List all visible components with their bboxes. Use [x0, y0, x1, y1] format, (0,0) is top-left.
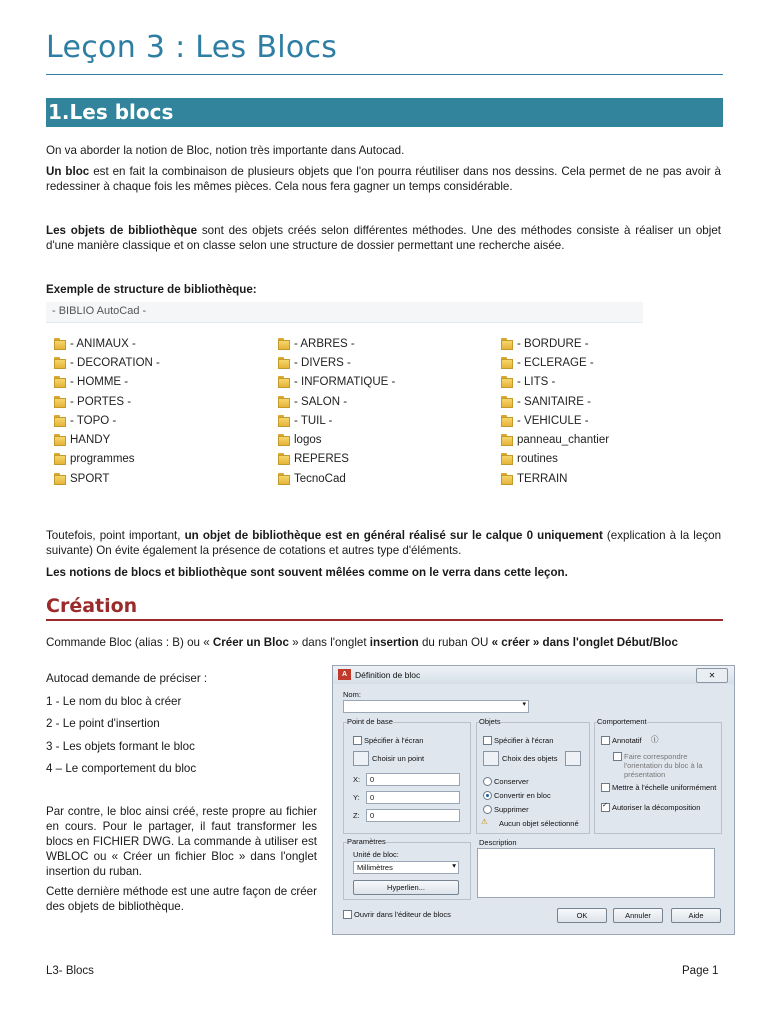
objects-label: Objets [479, 717, 501, 726]
chevron-down-icon: ▾ [522, 701, 526, 708]
library-folder-label: - PORTES - [70, 395, 132, 408]
specify-screen-checkbox-2[interactable] [483, 736, 492, 745]
paragraph-bloc [46, 164, 721, 194]
close-button[interactable]: ✕ [696, 668, 728, 683]
step-3: 3 - Les objets formant le bloc [46, 740, 195, 753]
delete-radio[interactable] [483, 805, 492, 814]
folder-icon [278, 434, 291, 446]
folder-icon [54, 453, 67, 465]
select-objects-label: Choix des objets [502, 754, 558, 763]
library-folder-label: TecnoCad [294, 472, 346, 485]
folder-icon [54, 357, 67, 369]
library-folder-label: programmes [70, 453, 135, 466]
folder-icon [501, 376, 514, 388]
warning-icon: ⚠ [481, 817, 488, 826]
library-folder-label: - ANIMAUX - [70, 337, 136, 350]
library-header-label: - BIBLIO AutoCad - [52, 305, 147, 317]
keep-label: Conserver [494, 777, 529, 786]
library-folder-item[interactable] [278, 469, 395, 488]
x-input[interactable] [366, 773, 460, 786]
z-label: Z: [353, 811, 360, 820]
folder-icon [54, 415, 67, 427]
library-folder-item[interactable] [501, 450, 609, 469]
cancel-button[interactable]: Annuler [613, 908, 663, 923]
pick-point-label: Choisir un point [372, 754, 425, 763]
x-label: X: [353, 775, 361, 784]
bold-term-library: Les objets de bibliothèque [46, 224, 198, 237]
important-lead: Toutefois, point important, [46, 529, 185, 542]
title-rule [46, 74, 723, 75]
library-folder-label: - TOPO - [70, 414, 117, 427]
library-folder-item[interactable] [501, 334, 609, 353]
library-folder-label: - ARBRES - [294, 337, 355, 350]
library-folder-item[interactable] [501, 469, 609, 488]
library-folder-label: - HOMME - [70, 376, 129, 389]
bold-term-bloc: Un bloc [46, 165, 90, 178]
base-point-label: Point de base [347, 717, 393, 726]
library-folder-item[interactable] [54, 411, 160, 430]
library-folder-item[interactable] [54, 450, 160, 469]
library-folder-label: - LITS - [517, 376, 556, 389]
footer-page-number: Page 1 [682, 965, 719, 977]
library-folder-label: - ECLERAGE - [517, 356, 594, 369]
folder-icon [54, 473, 67, 485]
paragraph-library-text: sont des objets créés selon différentes méthodes. Une des méthodes consiste à réaliser un objet d'une manière classique et on classe selon une structure de dossier permettant une recherche aisée. [46, 224, 721, 252]
library-folder-label: SPORT [70, 472, 110, 485]
folder-icon [278, 453, 291, 465]
page-title: Leçon 3 : Les Blocs [46, 30, 338, 65]
paragraph-notions: Les notions de blocs et bibliothèque sont souvent mêlées comme on le verra dans cette leçon. [46, 566, 568, 579]
folder-icon [501, 357, 514, 369]
paragraph-library [46, 223, 721, 253]
library-folder-item[interactable] [501, 411, 609, 430]
library-folder-item[interactable] [501, 392, 609, 411]
library-folder-label: - DIVERS - [294, 356, 351, 369]
folder-icon [54, 396, 67, 408]
allow-explode-checkbox[interactable] [601, 803, 610, 812]
footer-left: L3- Blocs [46, 965, 94, 977]
library-folder-label: panneau_chantier [517, 434, 610, 447]
library-folder-label: - TUIL - [294, 414, 333, 427]
library-folder-label: - SANITAIRE - [517, 395, 591, 408]
name-combobox[interactable] [343, 700, 529, 713]
unit-label: Unité de bloc: [353, 850, 399, 859]
allow-explode-label: Autoriser la décomposition [612, 803, 701, 812]
cmd-bold-create: Créer un Bloc [212, 636, 289, 649]
folder-icon [54, 376, 67, 388]
folder-icon [501, 396, 514, 408]
section-heading-bar [46, 98, 723, 127]
library-folder-item[interactable] [54, 334, 160, 353]
convert-radio[interactable] [483, 791, 492, 800]
quick-select-button[interactable] [565, 751, 581, 766]
scale-uniform-checkbox[interactable] [601, 783, 610, 792]
select-objects-button[interactable] [483, 751, 499, 766]
unit-select[interactable] [353, 861, 459, 874]
match-orientation-label: Faire correspondre l'orientation du bloc à la présentation [624, 752, 703, 779]
cmd-part-c: » dans l'onglet [288, 636, 370, 649]
library-folder-item[interactable] [278, 430, 395, 449]
folder-icon [501, 338, 514, 350]
open-editor-label: Ouvrir dans l'éditeur de blocs [354, 910, 451, 919]
chevron-down-icon: ▾ [452, 861, 456, 870]
paragraph-intro: On va aborder la notion de Bloc, notion très importante dans Autocad. [46, 144, 405, 157]
y-label: Y: [353, 793, 360, 802]
folder-icon [501, 453, 514, 465]
cmd-bold-insertion: insertion [369, 636, 419, 649]
paragraph-method: Cette dernière méthode est une autre façon de créer des objets de bibliothèque. [46, 885, 317, 913]
library-folder-label: REPERES [294, 453, 349, 466]
section-heading-1: 1.Les blocs [48, 100, 174, 124]
library-folder-item[interactable] [54, 373, 160, 392]
cmd-bold-debut: « créer » dans l'onglet Début/Bloc [491, 636, 678, 649]
library-folder-item[interactable] [54, 353, 160, 372]
library-folder-item[interactable] [54, 430, 160, 449]
unit-value: Millimètres [357, 863, 393, 872]
folder-icon [278, 338, 291, 350]
help-button[interactable]: Aide [671, 908, 721, 923]
paragraph-bloc-text: est en fait la combinaison de plusieurs objets que l'on pourra réutiliser dans nos dessins. Cela permet de ne pas avoir à redessiner à chaque fois les mêmes pièces. Cela nous fera gagner un temps considérable. [46, 165, 721, 193]
library-folder-item[interactable] [278, 353, 395, 372]
library-folder-label: routines [517, 453, 558, 466]
specify-screen-label-2: Spécifier à l'écran [494, 736, 554, 745]
library-folder-item[interactable] [501, 353, 609, 372]
z-value: 0 [370, 811, 375, 820]
delete-label: Supprimer [494, 805, 529, 814]
dialog-title: Définition de bloc [355, 670, 421, 680]
library-folder-label: - INFORMATIQUE - [294, 376, 396, 389]
library-folder-item[interactable] [278, 373, 395, 392]
important-tail: (explication à la leçon suivante) On évite également la présence de cotations et autres type d'éléments. [46, 529, 722, 557]
folder-icon [501, 415, 514, 427]
annotative-checkbox[interactable] [601, 736, 610, 745]
library-folder-label: - SALON - [294, 395, 348, 408]
convert-label: Convertir en bloc [494, 791, 551, 800]
step-4: 4 – Le comportement du bloc [46, 762, 197, 775]
library-folder-item[interactable] [54, 469, 160, 488]
keep-radio[interactable] [483, 777, 492, 786]
library-folder-label: HANDY [70, 434, 111, 447]
library-column-3 [501, 334, 609, 488]
dialog-titlebar [333, 666, 734, 684]
library-column-2 [278, 334, 395, 488]
library-folder-label: - VEHICULE - [517, 414, 589, 427]
match-orientation-checkbox[interactable] [613, 752, 622, 761]
section-heading-creation: Création [46, 595, 138, 617]
library-folder-label: logos [294, 434, 322, 447]
important-bold: un objet de bibliothèque est en général réalisé sur le calque 0 uniquement [184, 529, 603, 542]
library-folder-item[interactable] [278, 411, 395, 430]
paragraph-important [46, 528, 721, 558]
cmd-part-a: Commande Bloc (alias : B) ou « [46, 636, 213, 649]
step-2: 2 - Le point d'insertion [46, 717, 160, 730]
folder-icon [278, 376, 291, 388]
library-folder-item[interactable] [278, 392, 395, 411]
folder-icon [278, 396, 291, 408]
creation-rule [46, 619, 723, 621]
none-selected-label: Aucun objet sélectionné [499, 819, 579, 828]
x-value: 0 [370, 775, 375, 784]
description-textarea[interactable] [477, 848, 715, 898]
open-editor-checkbox[interactable] [343, 910, 352, 919]
paragraph-wbloc: Par contre, le bloc ainsi créé, reste propre au fichier en cours. Pour le partager, il faut transformer les blocs en FICHIER DWG. La commande à utiliser est WBLOC ou « Créer un fichier Bloc » dans l'onglet insertion du ruban. [46, 805, 317, 878]
ok-button[interactable]: OK [557, 908, 607, 923]
step-1: 1 - Le nom du bloc à créer [46, 695, 182, 708]
z-input[interactable] [366, 809, 460, 822]
specify-screen-checkbox-1[interactable] [353, 736, 362, 745]
specify-screen-label-1: Spécifier à l'écran [364, 736, 424, 745]
y-value: 0 [370, 793, 375, 802]
y-input[interactable] [366, 791, 460, 804]
library-folder-item[interactable] [278, 334, 395, 353]
folder-icon [278, 473, 291, 485]
library-folder-label: - DECORATION - [70, 356, 160, 369]
block-definition-dialog [332, 665, 735, 935]
library-folder-item[interactable] [278, 450, 395, 469]
scale-uniform-label: Mettre à l'échelle uniformément [612, 783, 717, 792]
library-explorer-screenshot [46, 302, 643, 485]
annotative-label: Annotatif [612, 736, 642, 745]
folder-icon [278, 357, 291, 369]
library-folder-label: - BORDURE - [517, 337, 589, 350]
library-folder-item[interactable] [54, 392, 160, 411]
info-icon: ⓘ [651, 735, 659, 744]
folder-icon [501, 473, 514, 485]
description-label: Description [479, 838, 517, 847]
library-column-1 [54, 334, 160, 488]
example-heading: Exemple de structure de bibliothèque: [46, 283, 257, 296]
cmd-part-d: du ruban OU [418, 636, 492, 649]
pick-point-button[interactable] [353, 751, 369, 766]
params-label: Paramètres [347, 837, 386, 846]
folder-icon [501, 434, 514, 446]
folder-icon [54, 338, 67, 350]
library-folder-item[interactable] [501, 430, 609, 449]
library-folder-item[interactable] [501, 373, 609, 392]
library-header [46, 302, 643, 323]
hyperlink-button[interactable]: Hyperlien... [353, 880, 459, 895]
folder-icon [54, 434, 67, 446]
name-label: Nom: [343, 690, 361, 699]
ask-line: Autocad demande de préciser : [46, 672, 208, 685]
folder-icon [278, 415, 291, 427]
paragraph-command [46, 635, 721, 650]
autocad-logo-icon: A [338, 669, 351, 680]
library-folder-label: TERRAIN [517, 472, 568, 485]
behavior-label: Comportement [597, 717, 647, 726]
